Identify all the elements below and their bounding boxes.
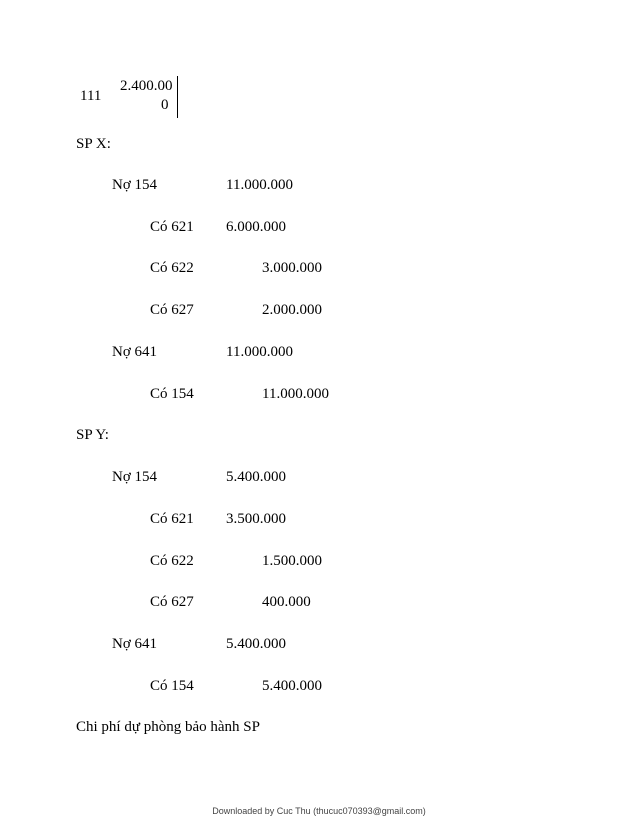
section-x-title: SP X: bbox=[76, 136, 111, 152]
t-account-number: 111 bbox=[80, 88, 102, 104]
download-footer: Downloaded by Cuc Thu (thucuc070393@gmail.com) bbox=[212, 806, 426, 816]
section-x-entry-label: Có 627 bbox=[150, 302, 194, 318]
section-y-entry-amount: 400.000 bbox=[262, 594, 311, 610]
section-y-entry-label: Nợ 154 bbox=[112, 469, 158, 485]
section-y-entry-amount: 5.400.000 bbox=[226, 636, 286, 652]
section-y-entry-amount: 5.400.000 bbox=[226, 469, 286, 485]
section-x-entry-amount: 11.000.000 bbox=[262, 386, 329, 402]
section-x-entry-label: Có 621 bbox=[150, 219, 194, 235]
t-account-divider bbox=[177, 76, 178, 118]
section-y-entry-label: Có 622 bbox=[150, 553, 194, 569]
closing-note: Chi phí dự phòng bảo hành SP bbox=[76, 719, 260, 735]
section-x-entry-amount: 11.000.000 bbox=[226, 177, 293, 193]
section-x-entry-label: Có 154 bbox=[150, 386, 194, 402]
section-y-entry-amount: 5.400.000 bbox=[262, 678, 322, 694]
section-y-entry-amount: 1.500.000 bbox=[262, 553, 322, 569]
section-x-entry-amount: 6.000.000 bbox=[226, 219, 286, 235]
section-x-entry-amount: 11.000.000 bbox=[226, 344, 293, 360]
section-y-entry-label: Có 621 bbox=[150, 511, 194, 527]
section-y-entry-label: Có 627 bbox=[150, 594, 194, 610]
section-y-entry-label: Có 154 bbox=[150, 678, 194, 694]
section-y-entry-label: Nợ 641 bbox=[112, 636, 158, 652]
section-x-entry-amount: 3.000.000 bbox=[262, 260, 322, 276]
section-x-entry-amount: 2.000.000 bbox=[262, 302, 322, 318]
t-account-amount-line1: 2.400.00 bbox=[120, 78, 173, 94]
section-x-entry-label: Nợ 641 bbox=[112, 344, 158, 360]
t-account-amount-line2: 0 bbox=[161, 97, 169, 113]
section-x-entry-label: Có 622 bbox=[150, 260, 194, 276]
section-x-entry-label: Nợ 154 bbox=[112, 177, 158, 193]
section-y-title: SP Y: bbox=[76, 427, 109, 443]
section-y-entry-amount: 3.500.000 bbox=[226, 511, 286, 527]
